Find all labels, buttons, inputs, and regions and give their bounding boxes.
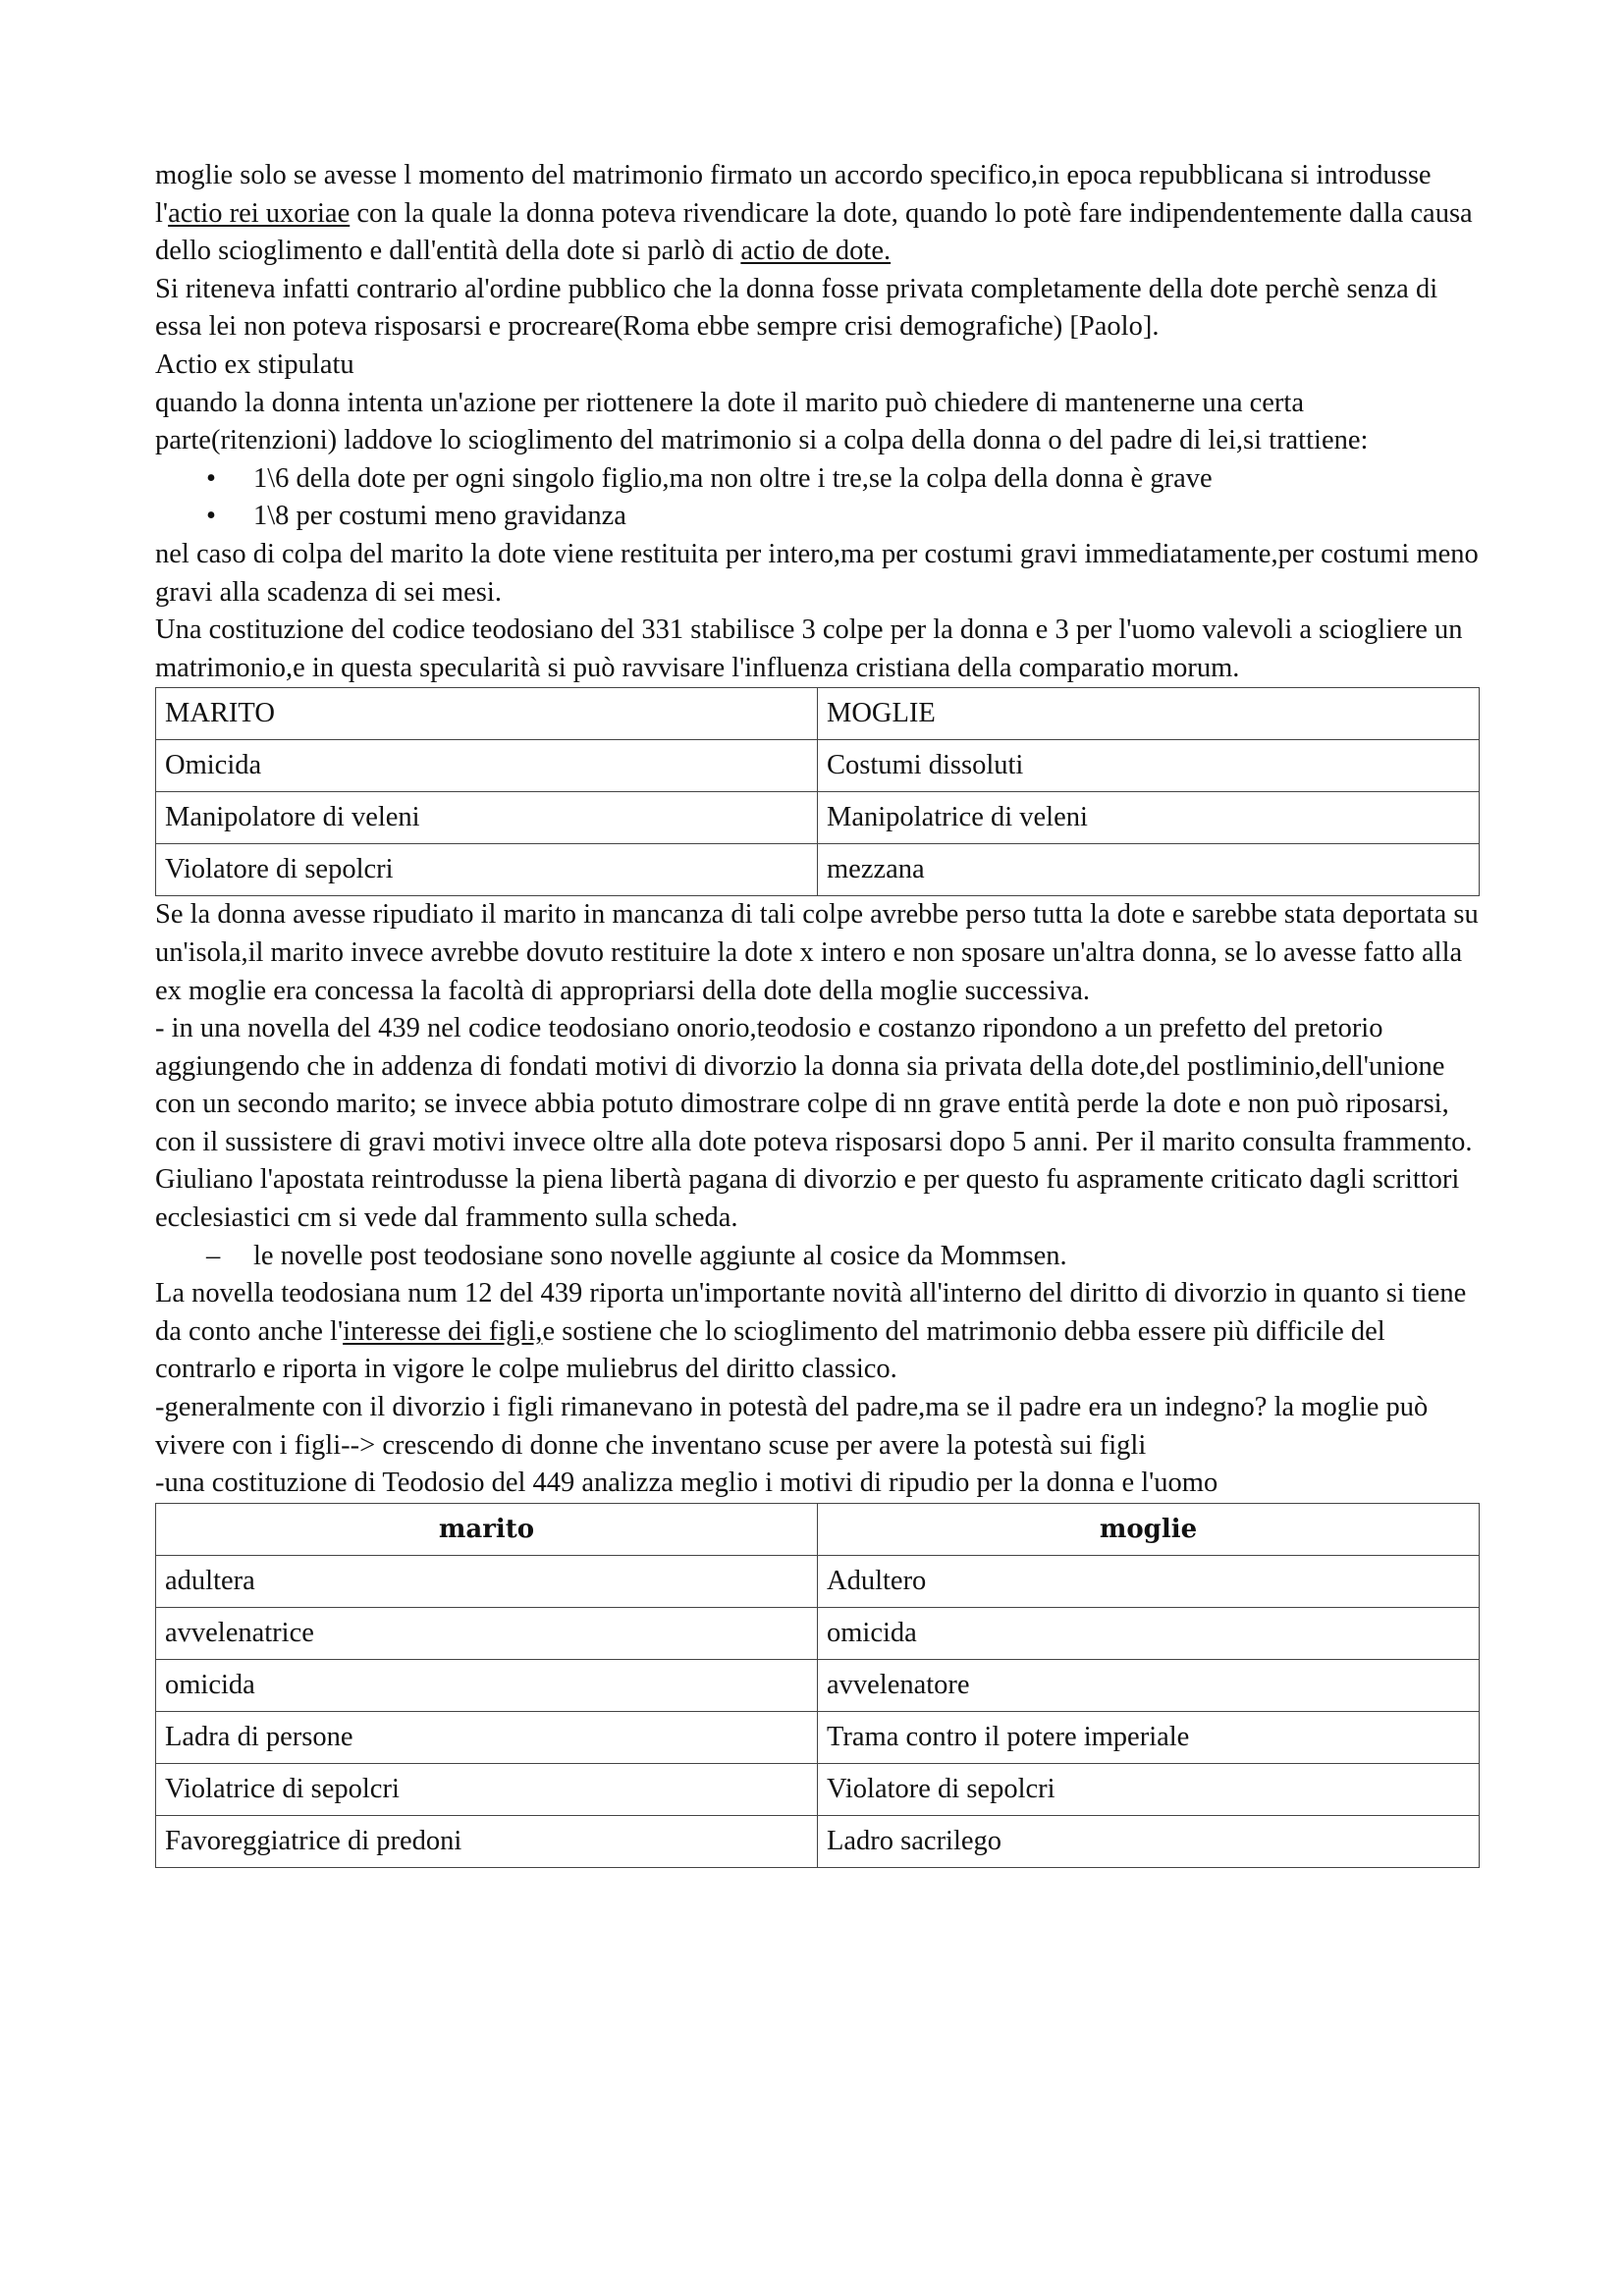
- bullet-list: [155, 460, 1481, 536]
- underlined-term-interesse-dei-figli: interesse dei figli,: [343, 1315, 543, 1347]
- table-cell: mezzana: [818, 844, 1480, 896]
- table-cell: MOGLIE: [818, 688, 1480, 740]
- table-row: [156, 1815, 1480, 1867]
- paragraph-potesta: -generalmente con il divorzio i figli rimanevano in potestà del padre,ma se il padre era un indegno? la moglie può vivere con i figli--> crescendo di donne che inventano scuse per avere la potestà sui figli: [155, 1392, 1429, 1461]
- table-row: [156, 792, 1480, 844]
- bullet-item: • 1\6 della dote per ogni singolo figlio,ma non oltre i tre,se la colpa della donna è grave: [155, 460, 1481, 499]
- paragraph-ripudio: Se la donna avesse ripudiato il marito in mancanza di tali colpe avrebbe perso tutta la dote e sarebbe stata deportata su un'isola,il marito invece avrebbe dovuto restituire la dote x intero e non sposare un'altra donna, se lo avesse fatto alla ex moglie era concessa la facoltà di appropriarsi della dote della moglie successiva.: [155, 899, 1479, 1006]
- table-cell: Costumi dissoluti: [818, 740, 1480, 792]
- table-cell: Violatrice di sepolcri: [156, 1763, 818, 1815]
- table-cell: Omicida: [156, 740, 818, 792]
- table-header-cell: marito: [156, 1503, 818, 1555]
- table-row: [156, 1659, 1480, 1711]
- table-cell: Adultero: [818, 1555, 1480, 1607]
- table-cell: Ladra di persone: [156, 1711, 818, 1763]
- table-cell: avvelenatore: [818, 1659, 1480, 1711]
- paragraph-costituzione-449: -una costituzione di Teodosio del 449 analizza meglio i motivi di ripudio per la donna e l'uomo: [155, 1468, 1218, 1499]
- table-row: [156, 740, 1480, 792]
- text-run: moglie solo se avesse l momento del matrimonio firmato un accordo specifico,in epoca repubblicana si introdusse l': [155, 160, 1432, 229]
- paragraph-intro: [155, 157, 1481, 271]
- table-cell: omicida: [156, 1659, 818, 1711]
- table-row: [156, 688, 1480, 740]
- table-row: [156, 1711, 1480, 1763]
- table-colpe-331: [155, 687, 1480, 896]
- table-header-row: [156, 1503, 1480, 1555]
- table-cell: Violatore di sepolcri: [818, 1763, 1480, 1815]
- dash-item: – le novelle post teodosiane sono novelle aggiunte al cosice da Mommsen.: [155, 1238, 1481, 1276]
- paragraph-novella-439: - in una novella del 439 nel codice teodosiano onorio,teodosio e costanzo ripondono a un prefetto del pretorio aggiungendo che in addenza di fondati motivi di divorzio la donna sia privata della dote,del postliminio,dell'unione con un secondo marito; se invece abbia potuto dimostrare colpe di nn grave entità perde la dote e non può riposarsi, con il sussistere di gravi motivi invece oltre alla dote poteva risposarsi dopo 5 anni. Per il marito consulta frammento.: [155, 1013, 1473, 1157]
- text-run: e sostiene che lo scioglimento del matrimonio debba essere più difficile del contrarlo e riporta in vigore le colpe muliebrus del diritto classico.: [155, 1315, 1385, 1385]
- table-row: [156, 1763, 1480, 1815]
- paragraph-ritenzioni: quando la donna intenta un'azione per riottenere la dote il marito può chiedere di mantenerne una certa parte(ritenzioni) laddove lo scioglimento del matrimonio si a colpa della donna o del padre di lei,si trattiene:: [155, 387, 1369, 456]
- table-cell: Manipolatrice di veleni: [818, 792, 1480, 844]
- underlined-term-actio-de-dote: actio de dote.: [740, 236, 892, 267]
- table-cell: omicida: [818, 1607, 1480, 1659]
- bullet-item: • 1\8 per costumi meno gravidanza: [155, 498, 1481, 536]
- heading-actio-ex-stipulatu: Actio ex stipulatu: [155, 348, 354, 380]
- table-cell: MARITO: [156, 688, 818, 740]
- table-cell: Manipolatore di veleni: [156, 792, 818, 844]
- table-cell: Ladro sacrilego: [818, 1815, 1480, 1867]
- paragraph-colpa-marito: nel caso di colpa del marito la dote viene restituita per intero,ma per costumi gravi immediatamente,per costumi meno gravi alla scadenza di sei mesi.: [155, 538, 1479, 608]
- paragraph-giuliano: Giuliano l'apostata reintrodusse la piena libertà pagana di divorzio e per questo fu aspramente criticato dagli scrittori ecclesiastici cm si vede dal frammento sulla scheda.: [155, 1164, 1460, 1234]
- text-run: con la quale la donna poteva rivendicare la dote, quando lo potè fare indipendentemente dalla causa dello scioglimento e dall'entità della dote si parlò di: [155, 197, 1473, 267]
- paragraph-ordine-pubblico: Si riteneva infatti contrario al'ordine pubblico che la donna fosse privata completamente della dote perchè senza di essa lei non poteva risposarsi e procreare(Roma ebbe sempre crisi demografiche) [Paolo].: [155, 273, 1438, 343]
- table-header-cell: moglie: [818, 1503, 1480, 1555]
- table-cell: Violatore di sepolcri: [156, 844, 818, 896]
- table-row: [156, 844, 1480, 896]
- table-cell: avvelenatrice: [156, 1607, 818, 1659]
- underlined-term-actio-rei-uxoriae: actio rei uxoriae: [168, 197, 351, 229]
- text-run: La novella teodosiana num 12 del 439 riporta un'importante novità all'interno del diritto di divorzio in quanto si tiene da conto anche l': [155, 1278, 1467, 1347]
- paragraph-novella-12: [155, 1275, 1481, 1389]
- table-cell: adultera: [156, 1555, 818, 1607]
- paragraph-costituzione-331: Una costituzione del codice teodosiano del 331 stabilisce 3 colpe per la donna e 3 per l'uomo valevoli a sciogliere un matrimonio,e in questa specularità si può ravvisare l'influenza cristiana della comparatio morum.: [155, 614, 1463, 683]
- table-row: [156, 1555, 1480, 1607]
- table-cell: Favoreggiatrice di predoni: [156, 1815, 818, 1867]
- table-row: [156, 1607, 1480, 1659]
- table-cell: Trama contro il potere imperiale: [818, 1711, 1480, 1763]
- table-motivi-ripudio-449: [155, 1503, 1480, 1868]
- document-body: [155, 157, 1481, 1868]
